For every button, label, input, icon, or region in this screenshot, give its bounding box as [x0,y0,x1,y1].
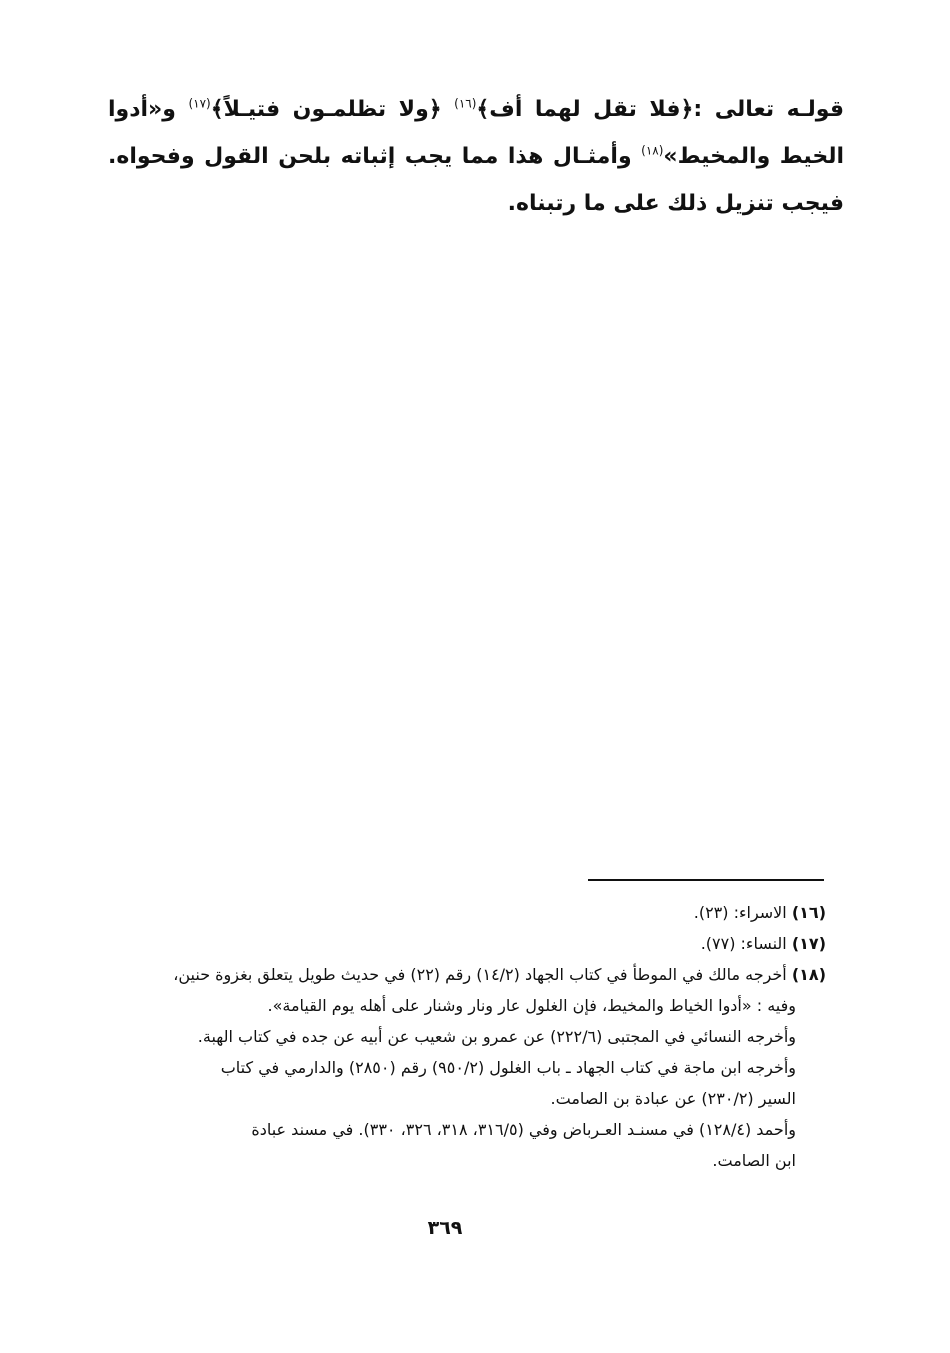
footnote-18-line: وأخرجه ابن ماجة في كتاب الجهاد ـ باب الغلول (٩٥٠/٢) رقم (٢٨٥٠) والدارمي في كتاب [220,1058,796,1077]
footnote-text: النساء: (٧٧). [700,934,787,953]
footnote-number: (١٧) [791,934,826,953]
footnote-separator [588,879,824,881]
footnote-18-line: وأخرجه النسائي في المجتبى (٢٢٢/٦) عن عمرو بن شعيب عن أبيه عن جده في كتاب الهبة. [197,1027,796,1046]
footnote-18-line: ابن الصامت. [712,1151,796,1170]
footnotes-section [106,897,826,1176]
main-line-3: ذلك على ما رتبناه. [507,191,708,216]
main-line-2-text: وأمثـال هذا مما يجب إثباته بلحن القول وفحواه. فيجب تنزيل [108,144,844,216]
footnote-18-line: وفيه : «أدوا الخياط والمخيط، فإن الغلول عار ونار وشنار على أهله يوم القيامة». [267,996,796,1015]
footnote-ref-18[interactable]: (١٨) [641,143,664,158]
hadith-quote-end: والمخيط» [663,144,771,169]
page-number: ٣٦٩ [427,1217,463,1239]
footnote-number: (١٦) [791,903,826,922]
footnote-text: أخرجه مالك في الموطأ في كتاب الجهاد (١٤/٢) رقم (٢٢) في حديث طويل يتعلق بغزوة حنين، [173,965,787,984]
quran-verse-isra: ﴿فلا تقل لهما أف﴾ [476,97,694,122]
main-line-1 [108,86,844,227]
footnote-16 [106,897,826,928]
footnote-18-line: السير (٢٣٠/٢) عن عبادة بن الصامت. [550,1089,796,1108]
footnote-17 [106,928,826,959]
main-body-text [108,86,844,227]
footnote-number: (١٨) [791,965,826,984]
footnote-ref-16[interactable]: (١٦) [454,96,477,111]
footnote-18-line: وأحمد (١٢٨/٤) في مسنـد العـرباض وفي (٣١٦/٥، ٣١٨، ٣٢٦، ٣٣٠). في مسند عبادة [251,1120,796,1139]
footnote-ref-17[interactable]: (١٧) [188,96,211,111]
quran-verse-nisa: ﴿ولا تظلمـون فتيـلاً﴾ [210,97,442,122]
footnote-text: الاسراء: (٢٣). [693,903,787,922]
hadith-quote-start: و«أدوا الخيط [108,97,844,169]
footnote-18 [106,959,826,990]
intro-text: قولـه تعالى : [693,97,844,122]
